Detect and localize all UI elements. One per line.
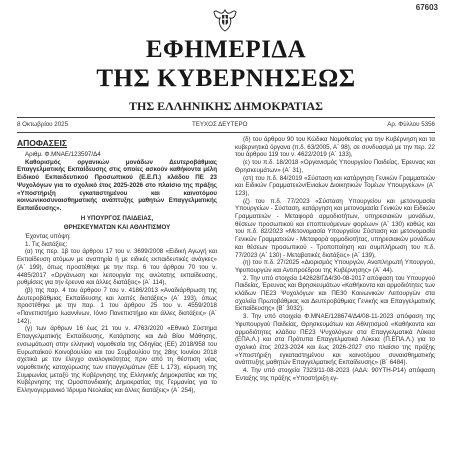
gazette-title-line2: ΤΗΣ ΚΥΒΕΡΝΗΣΕΩΣ xyxy=(96,65,356,92)
provisions-heading: 1. Τις διατάξεις: xyxy=(25,240,68,248)
paragraph: 4. Την υπό στοιχεία 7323/11-08-2023 (ΑΔΑ: 90ΥΤΗ-Ρ14) απόφαση Ένταξης της πράξης «Υποστήριξη εγ- xyxy=(235,367,435,382)
paragraph: (α) της περ. 1β του άρθρου 17 του ν. 3699/2008 «Ειδική Αγωγή και Εκπαίδευση ατόμων με αναπηρία ή με ειδικές εκπαιδευτικές ανάγκες» (Α΄ 199), όπως προστέθηκε με την περ. 6 του άρθρου 70 του ν. 4485/2017 «Οργάνωση και λειτουργία της ανώτατης εκπαίδευσης, ρυθμίσεις για την έρευνα και άλλες διατάξεις» (Α΄ 114), xyxy=(17,248,217,287)
paragraph: 2. Την υπό στοιχεία 142628/ΓΔ4/30-08-2017 απόφαση του Υπουργού Παιδείας, Έρευνας και Θρησκευμάτων «Καθήκοντα και αρμοδιότητες των κλάδων ΠΕ23 Ψυχολόγων και ΠΕ30 Κοινωνικών Λειτουργών στα σχολεία Πρωτοβάθμιας και Δευτεροβάθμιας Γενικής και Επαγγελματικής Εκπαίδευσης» (Β΄ 3032). xyxy=(235,274,435,313)
issue-info-bar xyxy=(17,117,435,133)
issuing-authority-line1: Η ΥΠΟΥΡΓΟΣ ΠΑΙΔΕΙΑΣ, xyxy=(80,214,154,222)
paragraph: (γ) των άρθρων 16 έως 21 του ν. 4763/2020 «Εθνικό Σύστημα Επαγγελματικής Εκπαίδευσης, Κατάρτισης και Διά Βίου Μάθησης, ενσωμάτωση στην ελληνική νομοθεσία της Οδηγίας (ΕΕ) 2018/958 του Ευρωπαϊκού Κοινοβουλίου και του Συμβουλίου της 28ης Ιουνίου 2018 σχετικά με τον έλεγχο αναλογικότητας πριν από τη θέσπιση νέας νομοθετικής κατοχύρωσης των επαγγελμάτων (ΕΕ L 173), κύρωση της Συμφωνίας μεταξύ της Κυβέρνησης της Ελληνικής Δημοκρατίας και της Κυβέρνησης της Ομοσπονδιακής Δημοκρατίας της Γερμανίας για το Ελληνογερμανικό Ίδρυμα Νεολαίας και άλλες διατάξεις» (Α΄ 254), xyxy=(17,325,217,395)
issuing-authority-line2: ΘΡΗΣΚΕΥΜΑΤΩΝ ΚΑΙ ΑΘΛΗΤΙΣΜΟΥ xyxy=(63,224,171,232)
paragraph: (στ) του π.δ. 84/2019 «Σύσταση και κατάργηση Γενικών Γραμματειών και Ειδικών Γραμματειών/Ενιαίων Διοικητικών Τομέων Υπουργείων» (Α΄ 123), xyxy=(235,174,435,197)
issue-series: ΤΕΥΧΟΣ ΔΕΥΤΕΡΟ xyxy=(192,121,248,128)
issue-sheet-number: Αρ. Φύλλου 5356 xyxy=(387,121,435,128)
issue-date: 8 Οκτωβρίου 2025 xyxy=(17,121,69,128)
gazette-title-line1: ΕΦΗΜΕΡΙΔΑ xyxy=(145,36,307,63)
greek-coat-of-arms-icon xyxy=(211,6,239,34)
paragraph: (ε) του π.δ. 18/2018 «Οργανισμός Υπουργείου Παιδείας, Έρευνας και Θρησκευμάτων» (Α΄ 31), xyxy=(235,159,435,174)
page-number: 67603 xyxy=(415,3,438,12)
paragraph: (β) της παρ. 4 του άρθρου 7 του ν. 4186/2013 «Αναδιάρθρωση της Δευτεροβάθμιας Εκπαίδευσης και λοιπές διατάξεις» (Α΄ 193), όπως προστέθηκε με την παρ. 1 του άρθρου 25 του ν. 4559/2018 «Πανεπιστήμιο Ιωαννίνων, Ιόνιο Πανεπιστήμιο και άλλες διατάξεις» (Α΄ 142), xyxy=(17,286,217,325)
paragraph: 3. Την υπό στοιχεία Φ.ΜΝΑΕ/128674/Δ4/08-11-2023 απόφαση της Υφυπουργού Παιδείας, Θρησκευμάτων και Αθλητισμού «Καθήκοντα και αρμοδιότητες κλάδου ΠΕ23 Ψυχολόγων στα Επαγγελματικά Λύκεια (ΕΠΑ.Λ.) και στα Πρότυπα Επαγγελματικά Λύκεια (Π.ΕΠΑ.Λ.) για το σχολικό έτος 2023-2024 και έως 2026-2027 στο πλαίσιο της πράξης «Υποστήριξη εγκαταστημένου και καινοτόμου συναισθηματικής ανάπτυξης μαθητών Επαγγελματικής Εκπαίδευσης» (Β΄ 6484). xyxy=(235,313,435,367)
paragraph: (δ) του άρθρου 90 του Κώδικα Νομοθεσίας για την Κυβέρνηση και τα κυβερνητικά όργανα (π.δ. 63/2005, Α΄ 98), σε συνδυασμό με την περ. 22 του άρθρου 119 του ν. 4622/2019 (Α΄ 133), xyxy=(235,136,435,159)
left-text-column xyxy=(17,136,217,452)
paragraph: (η) του π.δ. 27/2025 «Διορισμός Υπουργών, Αναπληρωτή Υπουργού, Υφυπουργών και Αντιπροέδρου της Κυβέρνησης» (Α΄ 44). xyxy=(235,259,435,274)
decision-reference-number: Αριθμ. Φ.ΜΝΑΕ/123597/Δ4 xyxy=(25,151,101,158)
paragraph: (ζ) του π.δ. 77/2023 «Σύσταση Υπουργείου και μετονομασία Υπουργείων - Σύσταση, κατάργηση και μετονομασία Γενικών και Ειδικών Γραμματειών - Μεταφορά αρμοδιοτήτων, υπηρεσιακών μονάδων, θέσεων προσωπικού και εποπτευόμενων φορέων» (Α΄ 130) καθώς και του π.δ. 82/2023 «Μετονομασία Υπουργείου Σύσταση και μετονομασία Γενικών Γραμματειών - Μεταφορά αρμοδιοτήτας, υπηρεσιακών μονάδων και θέσεων προσωπικού - Τροποποίηση και συμπλήρωση του π.δ. 77/2023 (Α΄ 130) - Μεταβατικές διατάξεις» (Α΄ 139), xyxy=(235,197,435,259)
having-regard-text: Έχοντας υπόψη: xyxy=(25,233,71,241)
republic-subtitle: ΤΗΣ ΕΛΛΗΝΙΚΗΣ ΔΗΜΟΚΡΑΤΙΑΣ xyxy=(128,99,323,113)
decision-subject: Καθορισμός οργανικών μονάδων Δευτεροβάθμιας Επαγγελματικής Εκπαίδευσης στις οποίες ασκούν καθήκοντα μέλη Ειδικού Εκπαιδευτικού Προσωπικού (Ε.Ε.Π.) κλάδου ΠΕ 23 Ψυχολόγων για το σχολικό έτος 2025-2026 στο πλαίσιο της πράξης «Υποστήριξη εγκαταστημένου και καινοτόμου κοινωνικοσυναισθηματικής ανάπτυξης μαθητών Επαγγελματικής Εκπαίδευσης». xyxy=(17,158,217,212)
section-heading: ΑΠΟΦΑΣΕΙΣ xyxy=(17,138,68,148)
right-text-column xyxy=(235,136,435,452)
